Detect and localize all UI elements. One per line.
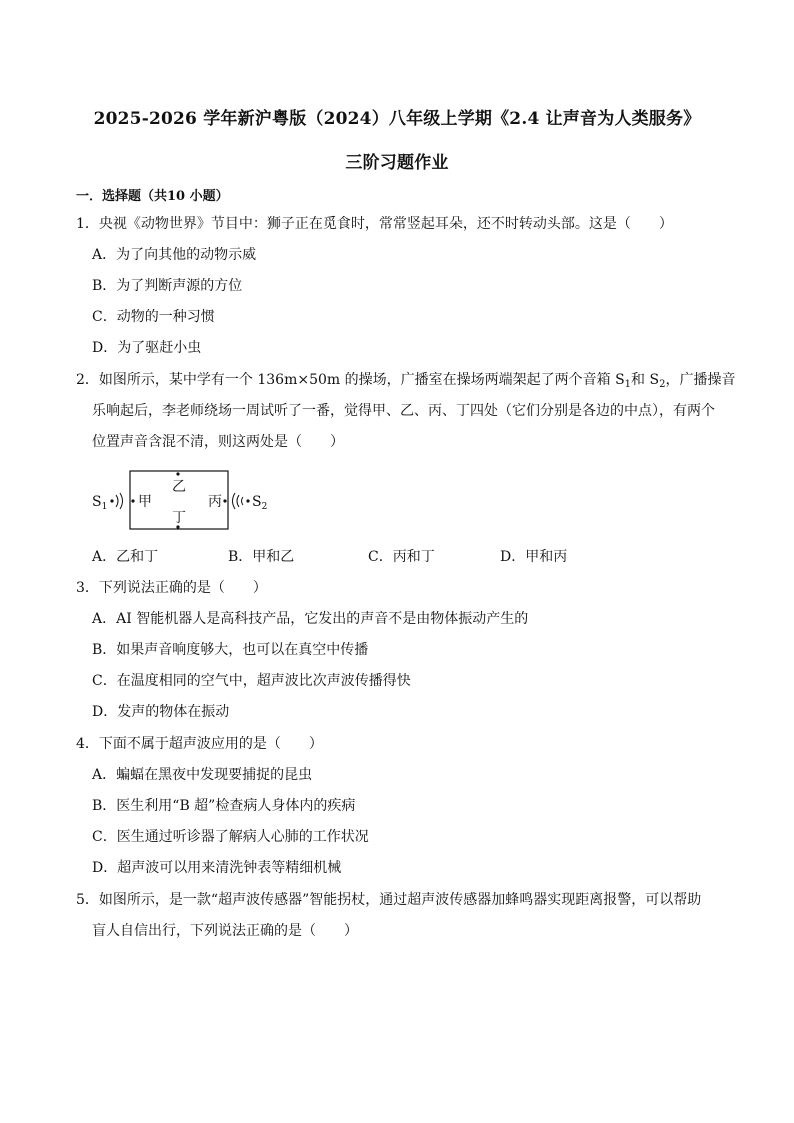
question-3-option-a: A．AI 智能机器人是高科技产品，它发出的声音不是由物体振动产生的 (92, 611, 529, 627)
s1-wave-1 (116, 495, 118, 507)
question-1-stem: 1．央视《动物世界》节目中：狮子正在觅食时，常常竖起耳朵，还不时转动头部。这是（ ） (76, 216, 673, 232)
question-2-option-d: D．甲和丙 (500, 549, 568, 565)
question-2-stem-line1: 2．如图所示，某中学有一个 136m×50m 的操场，广播室在操场两端架起了两个音箱 $S_1$和 $S_2$，广播操音 (76, 372, 736, 390)
playground-figure (90, 466, 280, 536)
question-4-option-a: A．蝙蝠在黑夜中发现要捕捉的昆虫 (92, 767, 313, 783)
speaker-s2-dot (246, 499, 249, 502)
question-2-option-c: C．丙和丁 (368, 549, 435, 565)
question-2-stem-line3: 位置声音含混不清，则这两处是（ ） (92, 434, 344, 450)
label-ding: 丁 (172, 510, 186, 526)
document-title: 2025-2026 学年新沪粤版（2024）八年级上学期《2.4 让声音为人类服务》 (93, 109, 701, 129)
speaker-s1-dot (110, 499, 113, 502)
point-yi-dot (176, 472, 179, 475)
question-1-option-d: D．为了驱赶小虫 (92, 340, 202, 356)
s2-wave-2 (237, 495, 239, 507)
question-1-option-c: C．动物的一种习惯 (92, 309, 215, 325)
question-4-stem: 4．下面不属于超声波应用的是（ ） (76, 736, 323, 752)
question-3-option-b: B．如果声音响度够大，也可以在真空中传播 (92, 642, 369, 658)
label-bing: 丙 (208, 494, 222, 510)
question-5-stem-line1: 5．如图所示，是一款“超声波传感器”智能拐杖，通过超声波传感器加蜂鸣器实现距离报警，可以帮助 (76, 892, 702, 908)
s1-wave-2 (120, 493, 123, 509)
question-4-option-d: D．超声波可以用来清洗钟表等精细机械 (92, 860, 342, 876)
question-2-option-a: A．乙和丁 (92, 549, 159, 565)
s2-wave-1 (233, 493, 236, 509)
speaker-s2-label: $S_2$ (252, 494, 268, 512)
question-2-option-b: B．甲和乙 (228, 549, 295, 565)
speaker-s1-label: $S_1$ (92, 494, 108, 512)
question-3-stem: 3．下列说法正确的是（ ） (76, 580, 267, 596)
question-1-option-b: B．为了判断声源的方位 (92, 278, 243, 294)
question-3-option-c: C．在温度相同的空气中，超声波比次声波传播得快 (92, 673, 411, 689)
section-heading: 一．选择题（共10 小题） (76, 189, 229, 204)
label-yi: 乙 (172, 479, 186, 495)
playground-diagram (90, 466, 280, 536)
question-5-stem-line2: 盲人自信出行，下列说法正确的是（ ） (92, 923, 358, 939)
label-jia: 甲 (138, 494, 152, 510)
document-subtitle: 三阶习题作业 (345, 153, 449, 173)
question-4-option-c: C．医生通过听诊器了解病人心肺的工作状况 (92, 829, 369, 845)
point-jia-dot (131, 499, 134, 502)
question-2-stem-line2: 乐响起后，李老师绕场一周试听了一番，觉得甲、乙、丙、丁四处（它们分别是各边的中点），有两个 (92, 403, 715, 419)
s2-wave-3 (242, 497, 244, 505)
question-4-option-b: B．医生利用“B 超”检查病人身体内的疾病 (92, 798, 356, 814)
point-bing-dot (223, 499, 226, 502)
question-1-option-a: A．为了向其他的动物示威 (92, 247, 257, 263)
question-3-option-d: D．发声的物体在振动 (92, 704, 230, 720)
